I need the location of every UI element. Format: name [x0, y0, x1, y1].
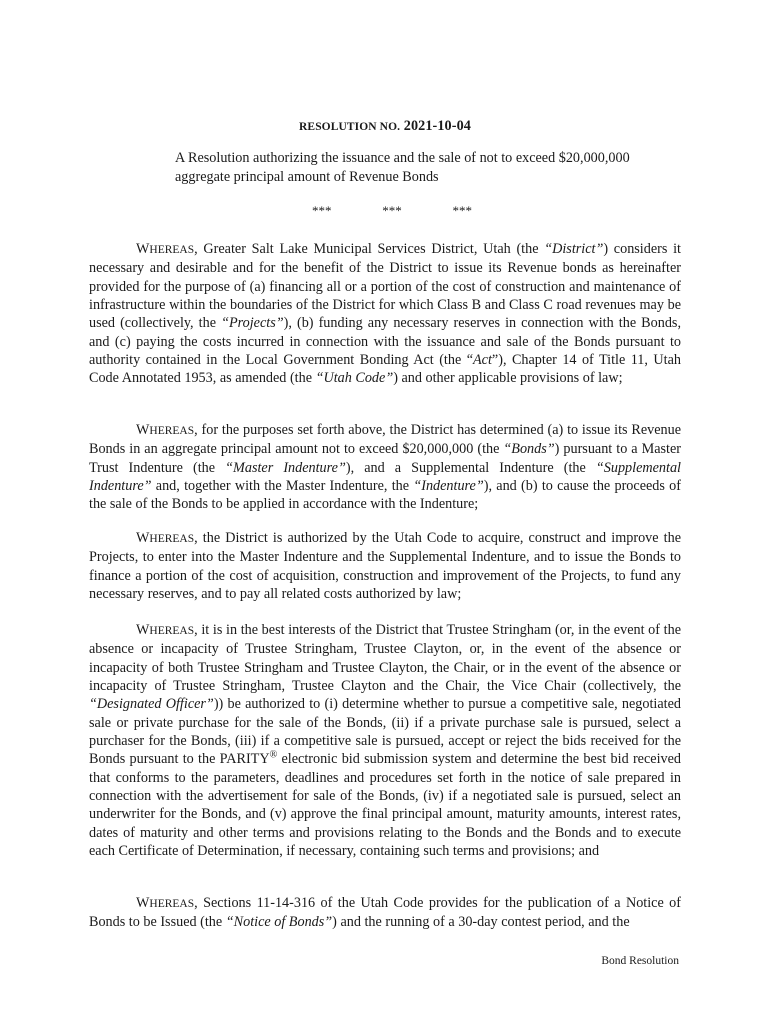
- p4-defined-term-designated-officer: “Designated Officer”: [89, 696, 214, 713]
- p1-defined-term-utah-code: “Utah Code”: [315, 370, 394, 387]
- p1-defined-term-projects: “Projects”: [221, 315, 284, 332]
- p2-text-4: and, together with the Master Indenture, the: [151, 478, 414, 495]
- p5-text-2: ) and the running of a 30-day contest period, and the: [332, 914, 630, 931]
- p2-defined-term-supplemental-indenture: “Supplemental Indenture”: [89, 459, 681, 495]
- p2-text-2: ) pursuant to a Master Trust Indenture (the: [89, 441, 681, 476]
- p5-defined-term-notice-of-bonds: “Notice of Bonds”: [225, 914, 333, 931]
- whereas-paragraph-3: [89, 529, 681, 603]
- title-number: 2021-10-04: [403, 118, 471, 134]
- whereas-paragraph-1: [89, 240, 681, 388]
- p3-text-1: the District is authorized by the Utah Code to acquire, construct and improve the Projects, to enter into the Master Indenture and the Supplemental Indenture, and to issue the Bonds to finance a portion of the cost of acquisition, construction and improvement of the Projects, to fund any necessary reserves, and to pay all related costs authorized by law;: [89, 530, 681, 603]
- separator-stars: [312, 203, 472, 219]
- resolution-title: [0, 118, 770, 135]
- whereas-paragraph-4: [89, 621, 681, 860]
- p2-text-3: ), and a Supplemental Indenture (the: [345, 459, 596, 476]
- separator-1: ***: [312, 203, 332, 218]
- p4-text-3: electronic bid submission system and determine the best bid received that conforms to the parameters, deadlines and procedures set forth in the notice of sale prepared in connection with the advertisement for sale of the Bonds, (iv) if a negotiated sale is pursued, select an underwriter for the Bonds, and (v) approve the final principal amount, maturity amounts, interest rates, dates of maturity and other terms and provisions relating to the Bonds and the Bonds and to execute each Certificate of Determination, if necessary, containing such terms and provisions; and: [89, 751, 681, 860]
- separator-3: ***: [452, 203, 472, 218]
- p1-text-5: ) and other applicable provisions of law;: [393, 370, 623, 387]
- registered-mark: ®: [269, 749, 278, 761]
- p5-text-1: Sections 11-14-316 of the Utah Code provides for the publication of a Notice of Bonds to be Issued (the: [89, 895, 681, 931]
- p2-defined-term-indenture: “Indenture”: [413, 478, 484, 495]
- p1-text-4: ”), Chapter 14 of Title 11, Utah Code Annotated 1953, as amended (the: [89, 352, 681, 387]
- p2-defined-term-master-indenture: “Master Indenture”: [225, 459, 346, 476]
- p2-text-1: for the purposes set forth above, the District has determined (a) to issue its Revenue Bonds in an aggregate principal amount not to exceed $20,000,000 (the: [89, 422, 681, 458]
- p1-text-2: ) considers it necessary and desirable and for the benefit of the District to issue its Revenue bonds as hereinafter provided for the purpose of (a) financing all or a portion of the cost of construction and maintenance of infrastructure within the boundaries of the District for which Class B and Class C road revenues may be used (collectively, the: [89, 241, 681, 332]
- p1-defined-term-act: Act: [473, 352, 492, 369]
- p2-text-5: ), and (b) to cause the proceeds of the sale of the Bonds to be applied in accordance with the Indenture;: [89, 478, 681, 513]
- p2-defined-term-bonds: “Bonds”: [503, 441, 555, 458]
- whereas-label: WHEREAS,: [136, 241, 198, 257]
- whereas-label: WHEREAS,: [136, 895, 198, 911]
- separator-2: ***: [382, 203, 402, 218]
- footer-label: Bond Resolution: [601, 955, 679, 967]
- whereas-label: WHEREAS,: [136, 422, 198, 438]
- whereas-paragraph-2: [89, 421, 681, 514]
- whereas-label: WHEREAS,: [136, 622, 198, 638]
- p4-text-2: )) be authorized to (i) determine whether to pursue a competitive sale, negotiated sale or private purchase for the sale of the Bonds, (ii) if a private purchase sale is pursued, select a purchaser for the Bonds, (iii) if a competitive sale is pursued, accept or reject the bids received for the Bonds pursuant to the PARITY: [89, 696, 681, 768]
- p1-defined-term-district: “District”: [544, 241, 604, 257]
- p1-text-1: Greater Salt Lake Municipal Services District, Utah (the: [197, 241, 545, 257]
- whereas-label: WHEREAS,: [136, 530, 198, 546]
- title-label: RESOLUTION NO.: [299, 121, 401, 133]
- p4-text-1: it is in the best interests of the District that Trustee Stringham (or, in the event of the absence or incapacity of Trustee Stringham, Trustee Clayton, or, in the event of the absence or incapacity of both Trustee Stringham and Trustee Clayton, the Chair, or in the event of the absence or incapacity of Trustee Stringham, Trustee Clayton and the Chair, the Vice Chair (collectively, the: [89, 622, 681, 695]
- resolution-subtitle: A Resolution authorizing the issuance and the sale of not to exceed $20,000,000 aggregate principal amount of Revenue Bonds: [175, 150, 630, 185]
- whereas-paragraph-5: [89, 894, 681, 932]
- p1-text-3: ), (b) funding any necessary reserves in connection with the Bonds, and (c) paying the costs incurred in connection with the issuance and sale of the Bonds pursuant to authority contained in the Local Government Bonding Act (the “: [89, 315, 681, 369]
